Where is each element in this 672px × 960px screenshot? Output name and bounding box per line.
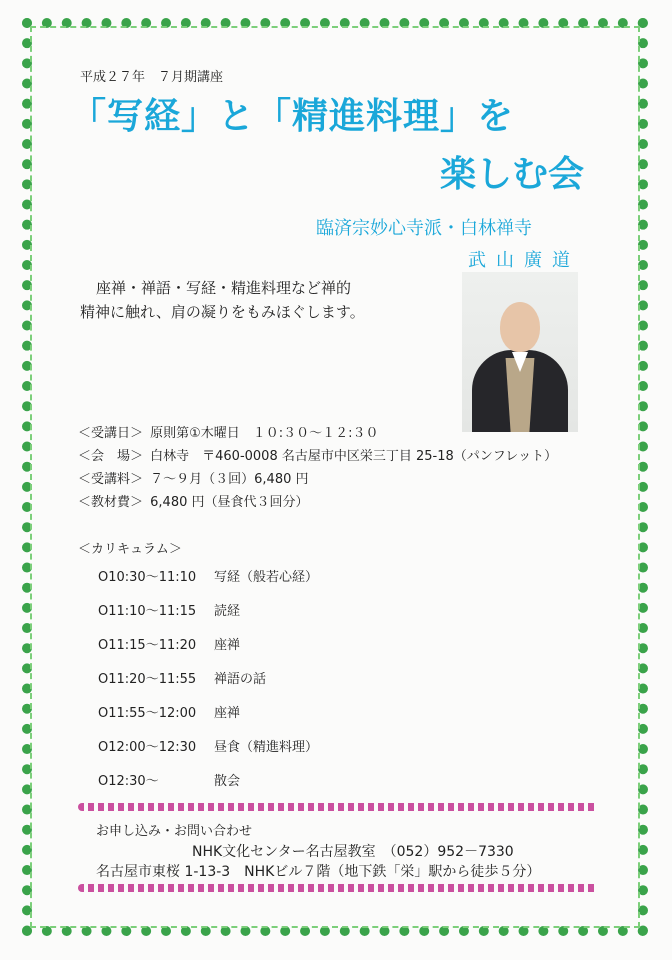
detail-label: ＜受講日＞ (78, 426, 144, 441)
schedule-time: O11:55～12:00 (98, 706, 197, 721)
detail-row (78, 468, 557, 491)
detail-label: ＜受講料＞ (78, 472, 144, 487)
contact-office: NHK文化センター名古屋教室 （052）952－7330 (192, 844, 514, 860)
schedule-activity: 散会 (214, 774, 241, 789)
title-line-1: 「写経」と「精進料理」を (70, 96, 515, 137)
schedule-time: O12:30～ (98, 774, 159, 789)
contact-heading: お申し込み・お問い合わせ (96, 824, 253, 839)
detail-value: 原則第①木曜日 １０:３０～１２:３０ (150, 426, 379, 441)
schedule-activity: 座禅 (214, 638, 241, 653)
schedule-activity: 昼食（精進料理） (214, 740, 319, 755)
list-item (98, 736, 318, 770)
contact-info (96, 822, 540, 882)
detail-label: ＜教材費＞ (78, 495, 144, 510)
course-term: 平成２７年 ７月期講座 (80, 70, 224, 85)
schedule-activity: 読経 (214, 604, 241, 619)
divider-top (78, 803, 598, 811)
detail-value: ７～９月（３回）6,480 円 (150, 472, 309, 487)
detail-value: 白林寺 〒460-0008 名古屋市中区栄三丁目 25-18（パンフレット） (150, 449, 558, 464)
schedule-time: O11:20～11:55 (98, 672, 197, 687)
intro-line-1: 座禅・禅語・写経・精進料理など禅的 (96, 279, 352, 297)
list-item (98, 668, 318, 702)
list-item (98, 770, 318, 804)
schedule-time: O10:30～11:10 (98, 570, 197, 585)
list-item (98, 634, 318, 668)
detail-value: 6,480 円（昼食代３回分） (150, 495, 309, 510)
schedule-activity: 写経（般若心経） (214, 570, 319, 585)
detail-row (78, 422, 557, 445)
list-item (98, 702, 318, 736)
schedule-time: O11:10～11:15 (98, 604, 197, 619)
list-item (98, 600, 318, 634)
intro-line-2: 精神に触れ、肩の凝りをもみほぐします。 (80, 303, 365, 321)
contact-address: 名古屋市東桜 1-13-3 NHKビル７階（地下鉄「栄」駅から徒歩５分） (96, 864, 541, 880)
title-line-2: 楽しむ会 (440, 154, 585, 195)
schedule-time: O11:15～11:20 (98, 638, 197, 653)
temple-name: 臨済宗妙心寺派・白林禅寺 (316, 218, 532, 239)
detail-row (78, 445, 557, 468)
schedule-activity: 禅語の話 (214, 672, 267, 687)
detail-row (78, 491, 557, 514)
detail-label: ＜会 場＞ (78, 449, 144, 464)
list-item (98, 566, 318, 600)
curriculum-heading: ＜カリキュラム＞ (78, 542, 182, 557)
schedule-activity: 座禅 (214, 706, 241, 721)
schedule-time: O12:00～12:30 (98, 740, 197, 755)
divider-bottom (78, 884, 598, 892)
lecturer-name: 武山廣道 (468, 250, 580, 271)
course-details (78, 422, 557, 514)
photo-head (500, 302, 540, 352)
lecturer-photo (462, 272, 578, 432)
intro-text (80, 276, 420, 324)
curriculum-list (98, 566, 318, 804)
